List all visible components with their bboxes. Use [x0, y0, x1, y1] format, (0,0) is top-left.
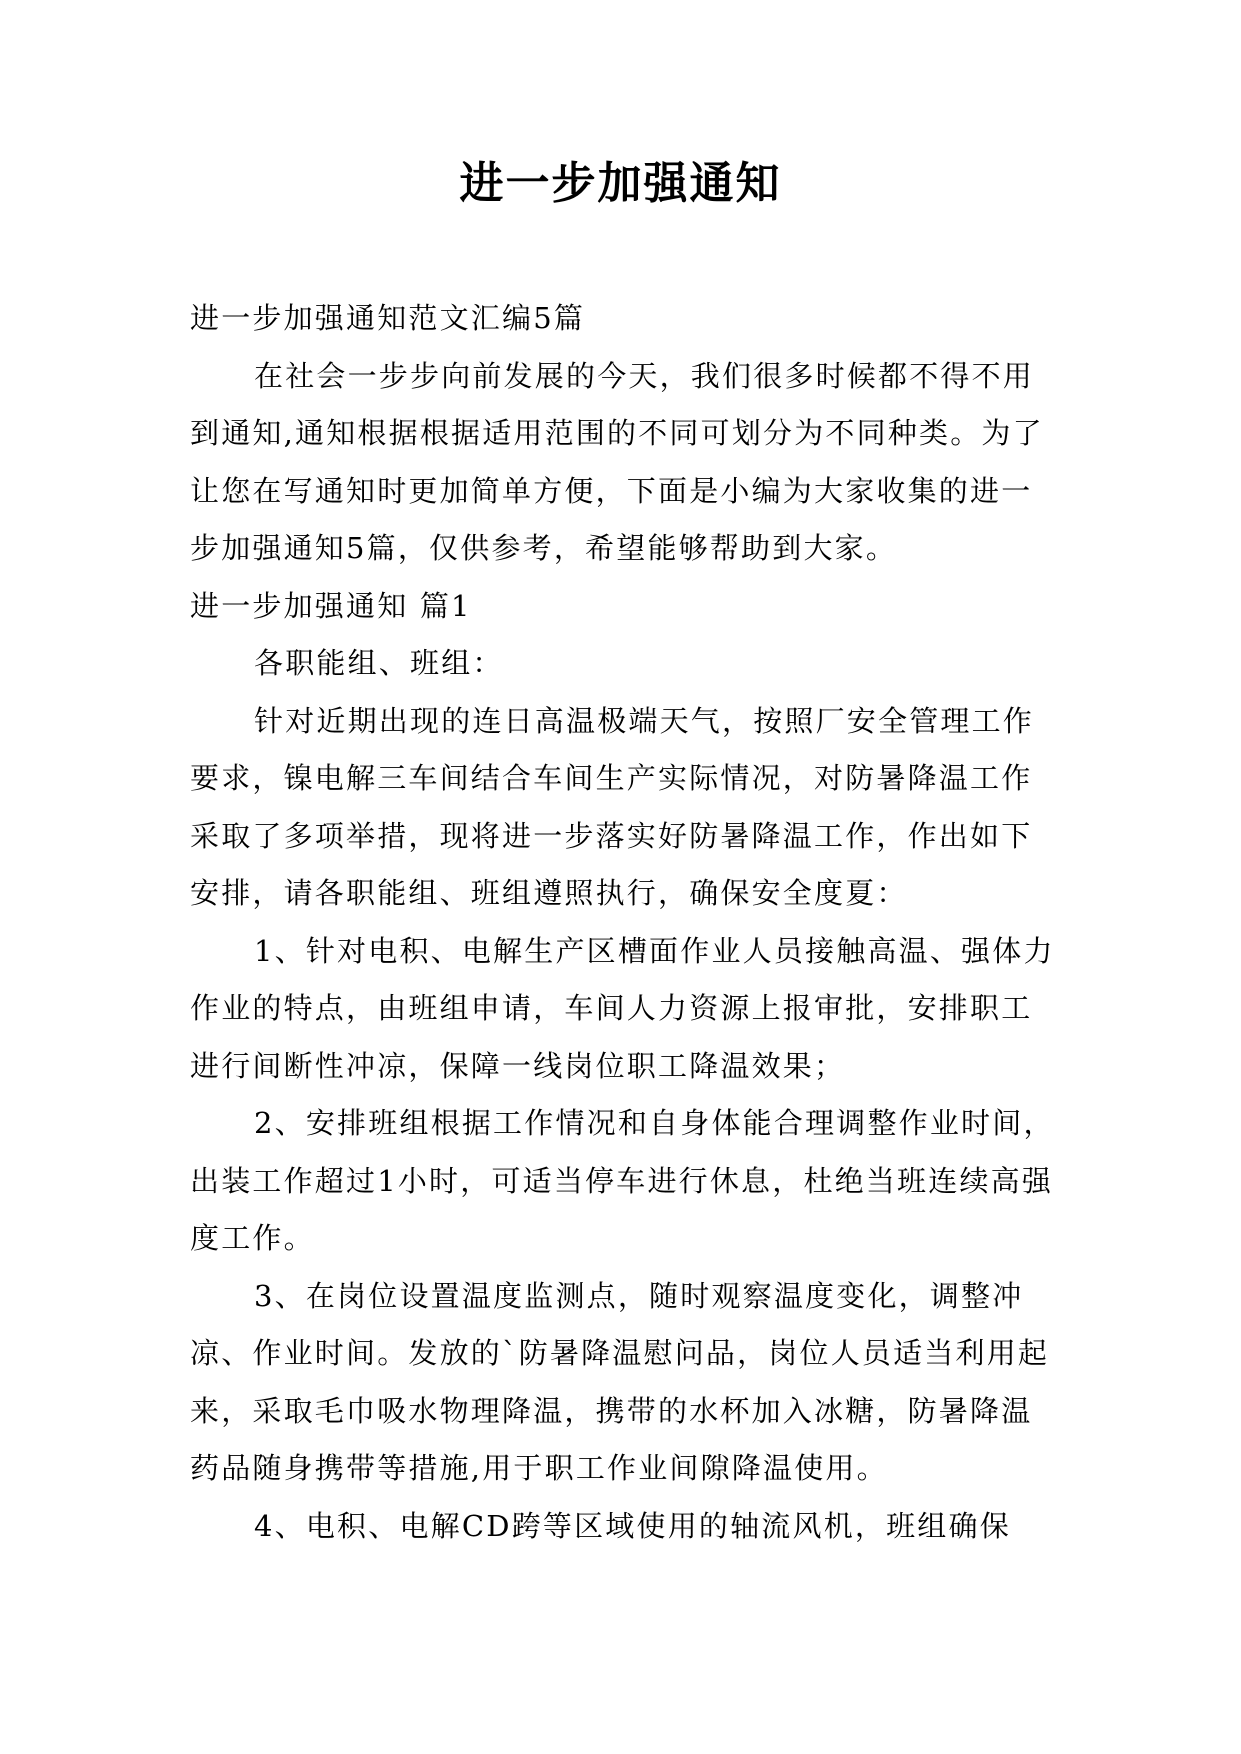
body-paragraph: 1、针对电积、电解生产区槽面作业人员接触高温、强体力作业的特点，由班组申请，车间人力资源上报审批，安排职工进行间断性冲凉，保障一线岗位职工降温效果； — [190, 933, 1055, 1083]
body-paragraph: 4、电积、电解CD跨等区域使用的轴流风机，班组确保 — [254, 1508, 1011, 1543]
section-heading: 进一步加强通知 篇1 — [190, 588, 472, 623]
intro-paragraph: 在社会一步步向前发展的今天，我们很多时候都不得不用到通知,通知根据根据适用范围的不同可划分为不同种类。为了让您在写通知时更加简单方便，下面是小编为大家收集的进一步加强通知5篇，仅供参考，希望能够帮助到大家。 — [190, 358, 1044, 565]
salutation: 各职能组、班组： — [254, 646, 504, 680]
document-body — [190, 290, 1060, 1555]
document-subtitle: 进一步加强通知范文汇编5篇 — [190, 301, 586, 335]
body-paragraph: 针对近期出现的连日高温极端天气，按照厂安全管理工作要求，镍电解三车间结合车间生产实际情况，对防暑降温工作采取了多项举措，现将进一步落实好防暑降温工作，作出如下安排，请各职能组、班组遵照执行，确保安全度夏： — [190, 703, 1035, 910]
document-title: 进一步加强通知 — [459, 158, 782, 209]
body-paragraph: 2、安排班组根据工作情况和自身体能合理调整作业时间，出装工作超过1小时，可适当停车进行休息，杜绝当班连续高强度工作。 — [190, 1106, 1055, 1255]
body-paragraph: 3、在岗位设置温度监测点，随时观察温度变化，调整冲凉、作业时间。发放的`防暑降温慰问品，岗位人员适当利用起来，采取毛巾吸水物理降温，携带的水杯加入冰糖，防暑降温药品随身携带等措施,用于职工作业间隙降温使用。 — [190, 1278, 1050, 1485]
